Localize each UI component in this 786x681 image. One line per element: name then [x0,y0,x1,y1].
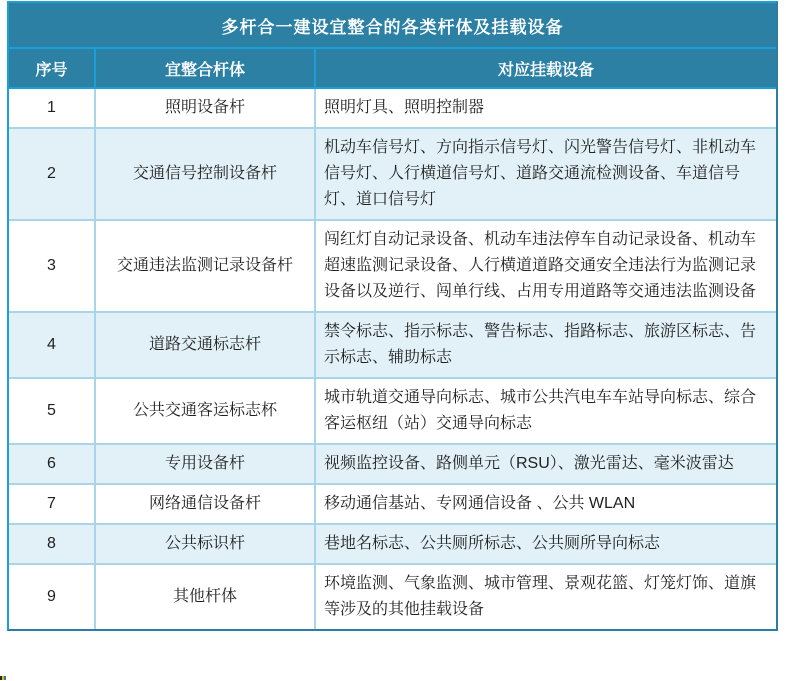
row-devices: 闯红灯自动记录设备、机动车违法停车自动记录设备、机动车超速监测记录设备、人行横道道路交通安全违法行为监测记录设备以及逆行、闯单行线、占用专用道路等交通违法监测设备 [315,220,776,312]
table-row [9,484,776,524]
row-pole: 交通信号控制设备杆 [95,128,315,220]
table-row [9,524,776,564]
row-pole: 专用设备杆 [95,444,315,484]
row-no: 2 [9,128,95,220]
row-pole: 公共交通客运标志杯 [95,378,315,444]
row-devices: 移动通信基站、专网通信设备 、公共 WLAN [315,484,776,524]
row-devices: 环境监测、气象监测、城市管理、景观花篮、灯笼灯饰、道旗等涉及的其他挂载设备 [315,564,776,629]
header-row [9,48,776,88]
row-pole: 其他杆体 [95,564,315,629]
table [9,3,776,629]
row-devices: 照明灯具、照明控制器 [315,88,776,128]
row-no: 4 [9,312,95,378]
table-row [9,88,776,128]
table-row [9,444,776,484]
column-header-pole: 宜整合杆体 [95,48,315,88]
table-row [9,564,776,629]
row-devices: 视频监控设备、路侧单元（RSU）、激光雷达、毫米波雷达 [315,444,776,484]
table-row [9,128,776,220]
table-title: 多杆合一建设宜整合的各类杆体及挂载设备 [9,3,776,48]
column-header-no: 序号 [9,48,95,88]
row-devices: 巷地名标志、公共厕所标志、公共厕所导向标志 [315,524,776,564]
row-pole: 照明设备杆 [95,88,315,128]
row-no: 7 [9,484,95,524]
table-row [9,378,776,444]
row-no: 6 [9,444,95,484]
row-pole: 公共标识杆 [95,524,315,564]
row-devices: 机动车信号灯、方向指示信号灯、闪光警告信号灯、非机动车信号灯、人行横道信号灯、道路交通流检测设备、车道信号灯、道口信号灯 [315,128,776,220]
row-pole: 网络通信设备杆 [95,484,315,524]
row-no: 9 [9,564,95,629]
poles-equipment-table [7,1,778,631]
title-row [9,3,776,48]
table-row [9,220,776,312]
row-no: 5 [9,378,95,444]
row-pole: 交通违法监测记录设备杆 [95,220,315,312]
column-header-devices: 对应挂载设备 [315,48,776,88]
row-no: 3 [9,220,95,312]
row-no: 8 [9,524,95,564]
row-pole: 道路交通标志杆 [95,312,315,378]
table-row [9,312,776,378]
row-devices: 禁令标志、指示标志、警告标志、指路标志、旅游区标志、告示标志、辅助标志 [315,312,776,378]
row-devices: 城市轨道交通导向标志、城市公共汽电车车站导向标志、综合客运枢纽（站）交通导向标志 [315,378,776,444]
row-no: 1 [9,88,95,128]
screen-edge-artifact [0,676,6,680]
